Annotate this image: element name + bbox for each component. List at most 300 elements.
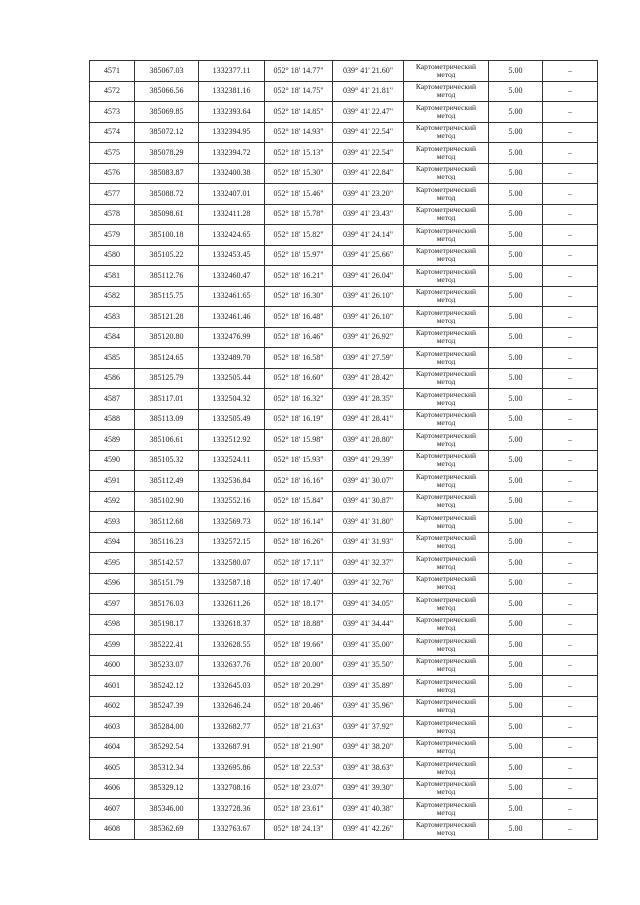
longitude-cell: 039° 41' 22.54" <box>333 143 404 164</box>
x-coordinate-cell: 385105.32 <box>135 450 199 471</box>
x-coordinate-cell: 385072.12 <box>135 122 199 143</box>
y-coordinate-cell: 1332394.72 <box>199 143 265 164</box>
method-cell <box>404 368 489 389</box>
point-number-cell: 4578 <box>90 204 135 225</box>
method-cell <box>404 61 489 82</box>
table-row <box>90 696 598 717</box>
y-coordinate-cell: 1332524.11 <box>199 450 265 471</box>
method-line-2: метод <box>436 787 456 797</box>
method-cell <box>404 655 489 676</box>
accuracy-cell: 5.00 <box>489 225 543 246</box>
x-coordinate-cell: 385142.57 <box>135 553 199 574</box>
table-row <box>90 81 598 102</box>
table-row <box>90 266 598 287</box>
method-line-1: Картометрический <box>415 451 477 461</box>
note-cell: – <box>543 143 598 164</box>
method-line-1: Картометрический <box>415 143 477 153</box>
method-line-2: метод <box>436 623 456 633</box>
method-line-2: метод <box>436 520 456 530</box>
accuracy-cell: 5.00 <box>489 245 543 266</box>
accuracy-cell: 5.00 <box>489 184 543 205</box>
method-line-2: метод <box>436 90 456 100</box>
point-number-cell: 4581 <box>90 266 135 287</box>
accuracy-cell: 5.00 <box>489 327 543 348</box>
latitude-cell: 052° 18' 20.46" <box>265 696 333 717</box>
latitude-cell: 052° 18' 16.26" <box>265 532 333 553</box>
method-line-2: метод <box>436 664 456 674</box>
method-line-1: Картометрический <box>415 307 477 317</box>
method-line-2: метод <box>436 192 456 202</box>
y-coordinate-cell: 1332381.16 <box>199 81 265 102</box>
y-coordinate-cell: 1332628.55 <box>199 635 265 656</box>
accuracy-cell: 5.00 <box>489 368 543 389</box>
point-number-cell: 4603 <box>90 717 135 738</box>
method-cell <box>404 614 489 635</box>
method-cell <box>404 553 489 574</box>
method-line-1: Картометрический <box>415 287 477 297</box>
note-cell: – <box>543 491 598 512</box>
point-number-cell: 4607 <box>90 799 135 820</box>
note-cell: – <box>543 409 598 430</box>
y-coordinate-cell: 1332645.03 <box>199 676 265 697</box>
note-cell: – <box>543 635 598 656</box>
method-line-1: Картометрический <box>415 656 477 666</box>
method-cell <box>404 204 489 225</box>
method-line-2: метод <box>436 418 456 428</box>
method-line-2: метод <box>436 725 456 735</box>
method-line-2: метод <box>436 377 456 387</box>
table-row <box>90 122 598 143</box>
note-cell: – <box>543 778 598 799</box>
latitude-cell: 052° 18' 16.16" <box>265 471 333 492</box>
longitude-cell: 039° 41' 31.80" <box>333 512 404 533</box>
longitude-cell: 039° 41' 35.50" <box>333 655 404 676</box>
table-row <box>90 409 598 430</box>
table-row <box>90 635 598 656</box>
x-coordinate-cell: 385088.72 <box>135 184 199 205</box>
note-cell: – <box>543 717 598 738</box>
method-cell <box>404 532 489 553</box>
table-row <box>90 737 598 758</box>
y-coordinate-cell: 1332505.44 <box>199 368 265 389</box>
note-cell: – <box>543 512 598 533</box>
accuracy-cell: 5.00 <box>489 389 543 410</box>
table-row <box>90 532 598 553</box>
method-cell <box>404 594 489 615</box>
latitude-cell: 052° 18' 16.14" <box>265 512 333 533</box>
method-line-1: Картометрический <box>415 594 477 604</box>
method-line-2: метод <box>436 684 456 694</box>
method-cell <box>404 450 489 471</box>
method-line-2: метод <box>436 110 456 120</box>
table-row <box>90 430 598 451</box>
longitude-cell: 039° 41' 22.47" <box>333 102 404 123</box>
method-line-2: метод <box>436 151 456 161</box>
y-coordinate-cell: 1332393.64 <box>199 102 265 123</box>
table-row <box>90 225 598 246</box>
accuracy-cell: 5.00 <box>489 799 543 820</box>
method-line-2: метод <box>436 172 456 182</box>
latitude-cell: 052° 18' 15.13" <box>265 143 333 164</box>
method-line-2: метод <box>436 233 456 243</box>
x-coordinate-cell: 385362.69 <box>135 819 199 840</box>
method-line-1: Картометрический <box>415 123 477 133</box>
longitude-cell: 039° 41' 35.89" <box>333 676 404 697</box>
method-line-1: Картометрический <box>415 492 477 502</box>
point-number-cell: 4605 <box>90 758 135 779</box>
method-cell <box>404 348 489 369</box>
y-coordinate-cell: 1332646.24 <box>199 696 265 717</box>
x-coordinate-cell: 385151.79 <box>135 573 199 594</box>
longitude-cell: 039° 41' 42.26" <box>333 819 404 840</box>
table-row <box>90 778 598 799</box>
table-row <box>90 163 598 184</box>
note-cell: – <box>543 163 598 184</box>
point-number-cell: 4593 <box>90 512 135 533</box>
method-cell <box>404 737 489 758</box>
point-number-cell: 4596 <box>90 573 135 594</box>
y-coordinate-cell: 1332587.18 <box>199 573 265 594</box>
coordinates-table <box>89 60 598 840</box>
table-row <box>90 553 598 574</box>
method-line-2: метод <box>436 69 456 79</box>
method-cell <box>404 389 489 410</box>
point-number-cell: 4574 <box>90 122 135 143</box>
method-cell <box>404 573 489 594</box>
accuracy-cell: 5.00 <box>489 717 543 738</box>
point-number-cell: 4571 <box>90 61 135 82</box>
longitude-cell: 039° 41' 32.37" <box>333 553 404 574</box>
note-cell: – <box>543 655 598 676</box>
y-coordinate-cell: 1332618.37 <box>199 614 265 635</box>
method-cell <box>404 245 489 266</box>
x-coordinate-cell: 385105.22 <box>135 245 199 266</box>
longitude-cell: 039° 41' 31.93" <box>333 532 404 553</box>
point-number-cell: 4580 <box>90 245 135 266</box>
note-cell: – <box>543 204 598 225</box>
longitude-cell: 039° 41' 27.59" <box>333 348 404 369</box>
note-cell: – <box>543 266 598 287</box>
note-cell: – <box>543 430 598 451</box>
accuracy-cell: 5.00 <box>489 778 543 799</box>
point-number-cell: 4584 <box>90 327 135 348</box>
x-coordinate-cell: 385292.54 <box>135 737 199 758</box>
method-line-1: Картометрический <box>415 820 477 830</box>
latitude-cell: 052° 18' 16.32" <box>265 389 333 410</box>
latitude-cell: 052° 18' 20.29" <box>265 676 333 697</box>
method-cell <box>404 286 489 307</box>
method-line-2: метод <box>436 315 456 325</box>
point-number-cell: 4572 <box>90 81 135 102</box>
method-line-1: Картометрический <box>415 184 477 194</box>
x-coordinate-cell: 385176.03 <box>135 594 199 615</box>
latitude-cell: 052° 18' 17.40" <box>265 573 333 594</box>
method-cell <box>404 799 489 820</box>
accuracy-cell: 5.00 <box>489 266 543 287</box>
table-row <box>90 368 598 389</box>
table-row <box>90 143 598 164</box>
table-row <box>90 204 598 225</box>
table-row <box>90 61 598 82</box>
longitude-cell: 039° 41' 28.35" <box>333 389 404 410</box>
longitude-cell: 039° 41' 28.80" <box>333 430 404 451</box>
method-cell <box>404 471 489 492</box>
longitude-cell: 039° 41' 40.38" <box>333 799 404 820</box>
point-number-cell: 4588 <box>90 409 135 430</box>
accuracy-cell: 5.00 <box>489 204 543 225</box>
latitude-cell: 052° 18' 14.75" <box>265 81 333 102</box>
point-number-cell: 4577 <box>90 184 135 205</box>
x-coordinate-cell: 385242.12 <box>135 676 199 697</box>
table-row <box>90 614 598 635</box>
x-coordinate-cell: 385112.49 <box>135 471 199 492</box>
table-row <box>90 758 598 779</box>
method-line-1: Картометрический <box>415 676 477 686</box>
table-row <box>90 573 598 594</box>
note-cell: – <box>543 184 598 205</box>
y-coordinate-cell: 1332695.86 <box>199 758 265 779</box>
accuracy-cell: 5.00 <box>489 409 543 430</box>
table-row <box>90 348 598 369</box>
longitude-cell: 039° 41' 30.07" <box>333 471 404 492</box>
x-coordinate-cell: 385233.07 <box>135 655 199 676</box>
longitude-cell: 039° 41' 23.20" <box>333 184 404 205</box>
accuracy-cell: 5.00 <box>489 471 543 492</box>
point-number-cell: 4597 <box>90 594 135 615</box>
note-cell: – <box>543 245 598 266</box>
method-line-2: метод <box>436 705 456 715</box>
y-coordinate-cell: 1332763.67 <box>199 819 265 840</box>
point-number-cell: 4589 <box>90 430 135 451</box>
point-number-cell: 4582 <box>90 286 135 307</box>
x-coordinate-cell: 385069.85 <box>135 102 199 123</box>
latitude-cell: 052° 18' 21.63" <box>265 717 333 738</box>
accuracy-cell: 5.00 <box>489 532 543 553</box>
longitude-cell: 039° 41' 28.41" <box>333 409 404 430</box>
table-row <box>90 676 598 697</box>
point-number-cell: 4595 <box>90 553 135 574</box>
latitude-cell: 052° 18' 18.88" <box>265 614 333 635</box>
method-line-2: метод <box>436 213 456 223</box>
accuracy-cell: 5.00 <box>489 758 543 779</box>
note-cell: – <box>543 737 598 758</box>
accuracy-cell: 5.00 <box>489 286 543 307</box>
table-row <box>90 655 598 676</box>
y-coordinate-cell: 1332569.73 <box>199 512 265 533</box>
longitude-cell: 039° 41' 28.42" <box>333 368 404 389</box>
method-line-2: метод <box>436 356 456 366</box>
latitude-cell: 052° 18' 14.77" <box>265 61 333 82</box>
note-cell: – <box>543 450 598 471</box>
method-cell <box>404 758 489 779</box>
y-coordinate-cell: 1332682.77 <box>199 717 265 738</box>
longitude-cell: 039° 41' 26.10" <box>333 307 404 328</box>
latitude-cell: 052° 18' 16.46" <box>265 327 333 348</box>
method-cell <box>404 512 489 533</box>
method-cell <box>404 717 489 738</box>
method-line-1: Картометрический <box>415 266 477 276</box>
table-row <box>90 450 598 471</box>
point-number-cell: 4598 <box>90 614 135 635</box>
x-coordinate-cell: 385115.75 <box>135 286 199 307</box>
x-coordinate-cell: 385106.61 <box>135 430 199 451</box>
latitude-cell: 052° 18' 15.93" <box>265 450 333 471</box>
longitude-cell: 039° 41' 39.30" <box>333 778 404 799</box>
latitude-cell: 052° 18' 21.90" <box>265 737 333 758</box>
table-row <box>90 102 598 123</box>
latitude-cell: 052° 18' 16.58" <box>265 348 333 369</box>
point-number-cell: 4599 <box>90 635 135 656</box>
x-coordinate-cell: 385312.34 <box>135 758 199 779</box>
method-cell <box>404 491 489 512</box>
x-coordinate-cell: 385346.00 <box>135 799 199 820</box>
method-line-1: Картометрический <box>415 328 477 338</box>
point-number-cell: 4601 <box>90 676 135 697</box>
x-coordinate-cell: 385113.09 <box>135 409 199 430</box>
method-line-1: Картометрический <box>415 102 477 112</box>
table-row <box>90 184 598 205</box>
table-row <box>90 491 598 512</box>
point-number-cell: 4608 <box>90 819 135 840</box>
y-coordinate-cell: 1332536.84 <box>199 471 265 492</box>
point-number-cell: 4576 <box>90 163 135 184</box>
table-row <box>90 819 598 840</box>
y-coordinate-cell: 1332728.36 <box>199 799 265 820</box>
method-line-2: метод <box>436 274 456 284</box>
point-number-cell: 4585 <box>90 348 135 369</box>
longitude-cell: 039° 41' 24.14" <box>333 225 404 246</box>
x-coordinate-cell: 385112.76 <box>135 266 199 287</box>
note-cell: – <box>543 532 598 553</box>
latitude-cell: 052° 18' 15.98" <box>265 430 333 451</box>
method-line-1: Картометрический <box>415 348 477 358</box>
latitude-cell: 052° 18' 16.30" <box>265 286 333 307</box>
table-row <box>90 594 598 615</box>
method-cell <box>404 102 489 123</box>
y-coordinate-cell: 1332424.65 <box>199 225 265 246</box>
x-coordinate-cell: 385124.65 <box>135 348 199 369</box>
longitude-cell: 039° 41' 25.66" <box>333 245 404 266</box>
point-number-cell: 4573 <box>90 102 135 123</box>
accuracy-cell: 5.00 <box>489 81 543 102</box>
x-coordinate-cell: 385066.56 <box>135 81 199 102</box>
note-cell: – <box>543 696 598 717</box>
method-cell <box>404 327 489 348</box>
x-coordinate-cell: 385125.79 <box>135 368 199 389</box>
method-line-2: метод <box>436 131 456 141</box>
method-line-1: Картометрический <box>415 533 477 543</box>
latitude-cell: 052° 18' 14.85" <box>265 102 333 123</box>
method-cell <box>404 409 489 430</box>
point-number-cell: 4602 <box>90 696 135 717</box>
x-coordinate-cell: 385083.87 <box>135 163 199 184</box>
x-coordinate-cell: 385284.00 <box>135 717 199 738</box>
latitude-cell: 052° 18' 15.84" <box>265 491 333 512</box>
accuracy-cell: 5.00 <box>489 307 543 328</box>
method-line-2: метод <box>436 336 456 346</box>
y-coordinate-cell: 1332580.07 <box>199 553 265 574</box>
coordinates-table-body <box>90 61 598 840</box>
method-line-1: Картометрический <box>415 369 477 379</box>
longitude-cell: 039° 41' 37.92" <box>333 717 404 738</box>
accuracy-cell: 5.00 <box>489 819 543 840</box>
method-cell <box>404 163 489 184</box>
latitude-cell: 052° 18' 14.93" <box>265 122 333 143</box>
y-coordinate-cell: 1332687.91 <box>199 737 265 758</box>
y-coordinate-cell: 1332400.38 <box>199 163 265 184</box>
longitude-cell: 039° 41' 21.81" <box>333 81 404 102</box>
longitude-cell: 039° 41' 26.92" <box>333 327 404 348</box>
note-cell: – <box>543 61 598 82</box>
point-number-cell: 4591 <box>90 471 135 492</box>
method-cell <box>404 122 489 143</box>
longitude-cell: 039° 41' 34.44" <box>333 614 404 635</box>
accuracy-cell: 5.00 <box>489 430 543 451</box>
latitude-cell: 052° 18' 15.30" <box>265 163 333 184</box>
note-cell: – <box>543 676 598 697</box>
method-line-2: метод <box>436 438 456 448</box>
point-number-cell: 4592 <box>90 491 135 512</box>
longitude-cell: 039° 41' 23.43" <box>333 204 404 225</box>
method-line-1: Картометрический <box>415 779 477 789</box>
accuracy-cell: 5.00 <box>489 122 543 143</box>
latitude-cell: 052° 18' 24.13" <box>265 819 333 840</box>
accuracy-cell: 5.00 <box>489 102 543 123</box>
latitude-cell: 052° 18' 17.11" <box>265 553 333 574</box>
method-cell <box>404 307 489 328</box>
method-line-2: метод <box>436 541 456 551</box>
note-cell: – <box>543 81 598 102</box>
longitude-cell: 039° 41' 21.60" <box>333 61 404 82</box>
accuracy-cell: 5.00 <box>489 512 543 533</box>
method-line-2: метод <box>436 459 456 469</box>
note-cell: – <box>543 307 598 328</box>
accuracy-cell: 5.00 <box>489 635 543 656</box>
point-number-cell: 4600 <box>90 655 135 676</box>
y-coordinate-cell: 1332461.65 <box>199 286 265 307</box>
latitude-cell: 052° 18' 15.46" <box>265 184 333 205</box>
y-coordinate-cell: 1332476.99 <box>199 327 265 348</box>
y-coordinate-cell: 1332489.70 <box>199 348 265 369</box>
method-line-2: метод <box>436 295 456 305</box>
longitude-cell: 039° 41' 35.00" <box>333 635 404 656</box>
accuracy-cell: 5.00 <box>489 143 543 164</box>
method-cell <box>404 266 489 287</box>
method-line-1: Картометрический <box>415 225 477 235</box>
method-line-2: метод <box>436 602 456 612</box>
point-number-cell: 4583 <box>90 307 135 328</box>
method-line-2: метод <box>436 582 456 592</box>
accuracy-cell: 5.00 <box>489 61 543 82</box>
x-coordinate-cell: 385098.61 <box>135 204 199 225</box>
method-line-2: метод <box>436 561 456 571</box>
longitude-cell: 039° 41' 26.04" <box>333 266 404 287</box>
y-coordinate-cell: 1332460.47 <box>199 266 265 287</box>
method-line-2: метод <box>436 479 456 489</box>
y-coordinate-cell: 1332377.11 <box>199 61 265 82</box>
x-coordinate-cell: 385247.39 <box>135 696 199 717</box>
method-line-1: Картометрический <box>415 758 477 768</box>
method-line-2: метод <box>436 643 456 653</box>
method-line-2: метод <box>436 766 456 776</box>
latitude-cell: 052° 18' 15.82" <box>265 225 333 246</box>
point-number-cell: 4587 <box>90 389 135 410</box>
note-cell: – <box>543 553 598 574</box>
accuracy-cell: 5.00 <box>489 655 543 676</box>
note-cell: – <box>543 594 598 615</box>
y-coordinate-cell: 1332453.45 <box>199 245 265 266</box>
latitude-cell: 052° 18' 23.07" <box>265 778 333 799</box>
